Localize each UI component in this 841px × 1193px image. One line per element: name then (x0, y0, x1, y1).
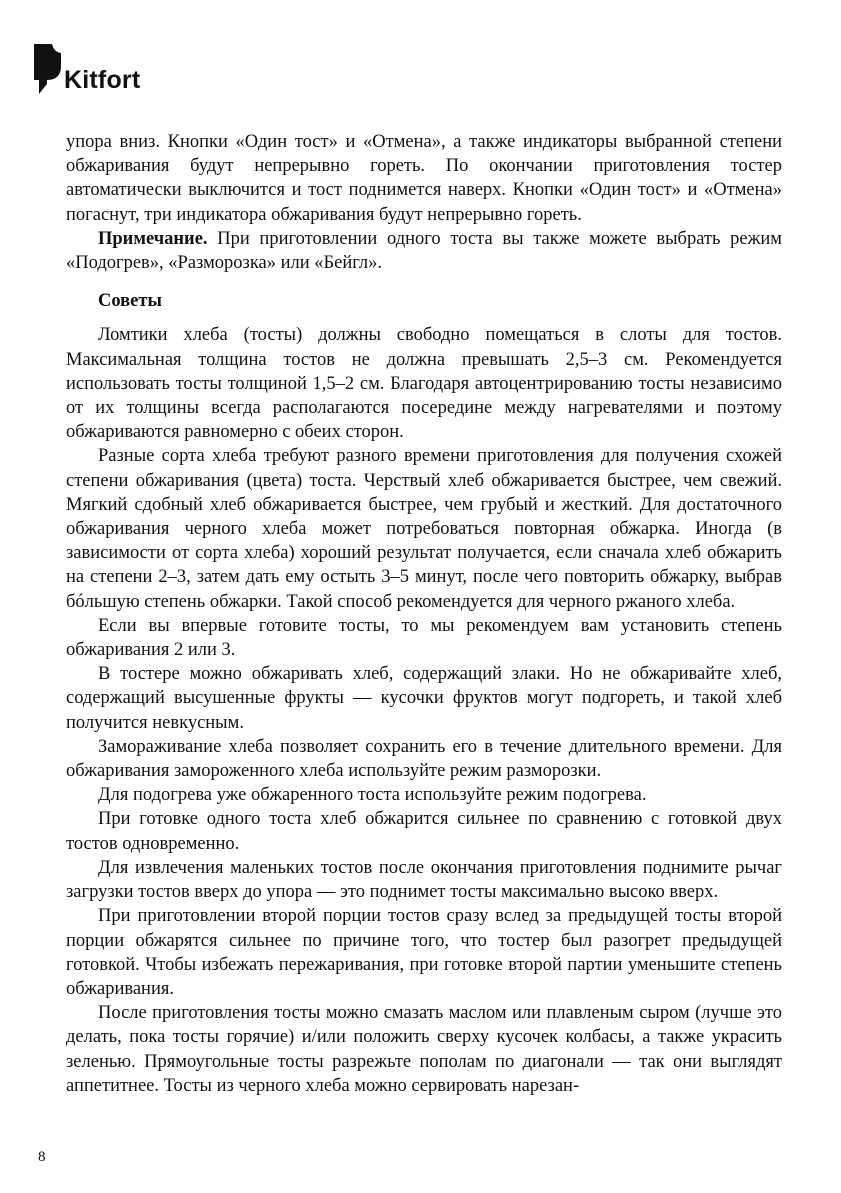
paragraph: Для подогрева уже обжаренного тоста используйте режим подогрева. (98, 785, 647, 806)
logo-text: Kitfort (64, 66, 141, 94)
paragraph: Замораживание хлеба позволяет сохранить его в течение длительного времени. Для обжаривания замороженного хлеба используйте режим разморозки. (66, 736, 782, 782)
main-text (66, 130, 782, 1098)
paragraph: Разные сорта хлеба требуют разного времени приготовления для получения схожей степени обжаривания (цвета) тоста. Черствый хлеб обжаривается быстрее, чем свежий. Мягкий сдобный хлеб обжаривается быстрее, чем грубый и жесткий. Для достаточного обжаривания черного хлеба может потребоваться повторная обжарка. Иногда (в зависимости от сорта хлеба) хороший результат получается, если сначала хлеб обжарить на степени 2–3, затем дать ему остыть 3–5 минут, после чего повторить обжарку, выбрав бóльшую степень обжарки. Такой способ рекомендуется для черного ржаного хлеба. (66, 446, 782, 612)
kitfort-logo-icon (34, 44, 64, 96)
note-paragraph (66, 227, 782, 275)
paragraph: В тостере можно обжаривать хлеб, содержащий злаки. Но не обжаривайте хлеб, содержащий высушенные фрукты — кусочки фруктов могут подгореть, и такой хлеб получится невкусным. (66, 664, 782, 733)
paragraph: Для извлечения маленьких тостов после окончания приготовления поднимите рычаг загрузки тостов вверх до упора — это поднимет тосты максимально высоко вверх. (66, 857, 782, 903)
note-label: Примечание. (98, 228, 208, 249)
section-heading: Советы (98, 291, 162, 312)
paragraph: Если вы впервые готовите тосты, то мы рекомендуем вам установить степень обжаривания 2 или 3. (66, 615, 782, 661)
paragraph: При готовке одного тоста хлеб обжарится сильнее по сравнению с готовкой двух тостов одновременно. (66, 809, 782, 854)
paragraph-intro: упора вниз. Кнопки «Один тост» и «Отмена», а также индикаторы выбранной степени обжаривания будут непрерывно гореть. По окончании приготовления тостер автоматически выключится и тост поднимется наверх. Кнопки «Один тост» и «Отмена» погаснут, три индикатора обжаривания будут непрерывно гореть. (66, 132, 782, 225)
note-text: При приготовлении одного тоста вы также можете выбрать режим «Подогрев», «Разморозка» или «Бейгл». (66, 228, 782, 274)
paragraph: После приготовления тосты можно смазать маслом или плавленым сыром (лучше это делать, пока тосты горячие) и/или положить сверху кусочек колбасы, а также украсить зеленью. Прямоугольные тосты разрежьте пополам по диагонали — так они выглядят аппетитнее. Тосты из черного хлеба можно сервировать нарезан- (66, 1003, 782, 1096)
paragraph: При приготовлении второй порции тостов сразу вслед за предыдущей тосты второй порции обжарятся сильнее по причине того, что тостер был разогрет предыдущей готовкой. Чтобы избежать пережаривания, при готовке второй партии уменьшите степень обжаривания. (66, 906, 782, 999)
paragraph: Ломтики хлеба (тосты) должны свободно помещаться в слоты для тостов. Максимальная толщина тостов не должна превышать 2,5–3 см. Рекомендуется использовать тосты толщиной 1,5–2 см. Благодаря автоцентрированию тосты независимо от их толщины всегда располагаются посередине между нагревателями и поэтому обжариваются равномерно с обеих сторон. (66, 325, 782, 443)
page-number: 8 (38, 1149, 46, 1165)
brand-logo (34, 44, 194, 96)
